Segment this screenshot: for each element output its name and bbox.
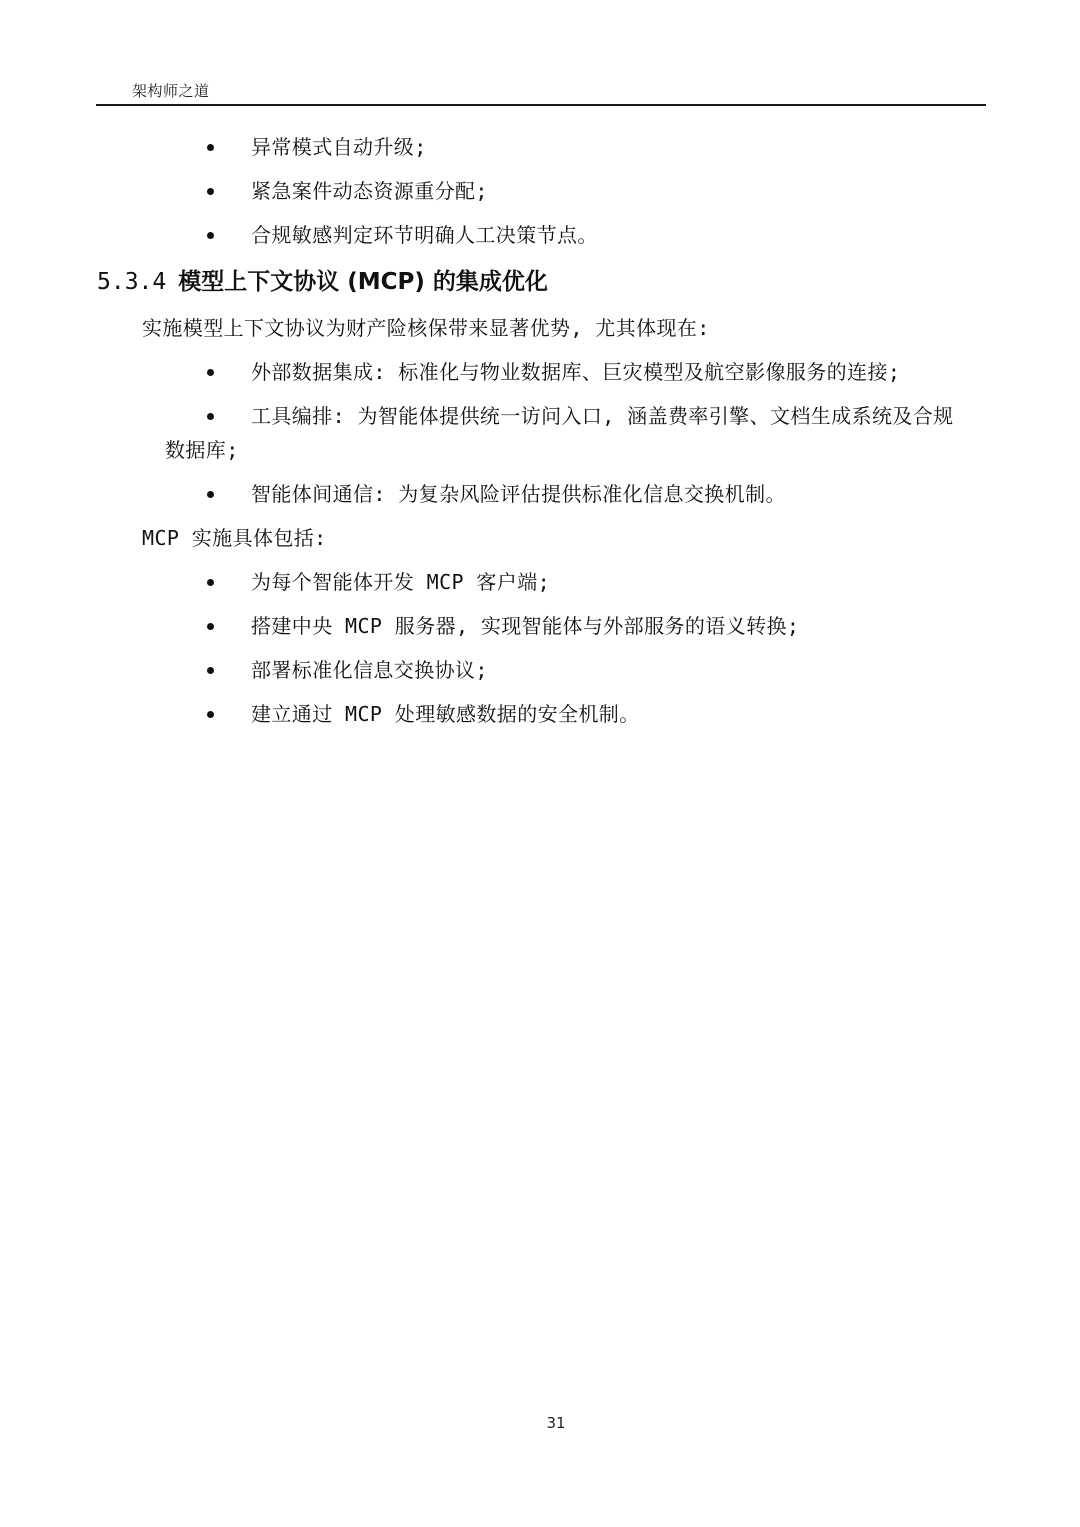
list-item-text: 为每个智能体开发 MCP 客户端; bbox=[251, 570, 551, 594]
list-item bbox=[0, 479, 1080, 509]
list-item-text: 异常模式自动升级; bbox=[251, 135, 427, 159]
list-item-text: 搭建中央 MCP 服务器, 实现智能体与外部服务的语义转换; bbox=[251, 614, 800, 638]
list-item-text: 工具编排: 为智能体提供统一访问入口, 涵盖费率引擎、文档生成系统及合规 bbox=[251, 404, 954, 428]
list-item bbox=[0, 357, 1080, 387]
bullet-icon bbox=[207, 579, 214, 586]
list-item bbox=[0, 699, 1080, 729]
list-item bbox=[0, 176, 1080, 206]
bullet-icon bbox=[207, 413, 214, 420]
bullet-icon bbox=[207, 369, 214, 376]
list-item-text: 合规敏感判定环节明确人工决策节点。 bbox=[251, 223, 598, 247]
page-number: 31 bbox=[546, 1414, 566, 1432]
bullet-icon bbox=[207, 711, 214, 718]
list-item bbox=[0, 220, 1080, 250]
intro-paragraph: 实施模型上下文协议为财产险核保带来显著优势, 尤其体现在: bbox=[142, 316, 710, 340]
bullet-icon bbox=[207, 188, 214, 195]
bullet-icon bbox=[207, 232, 214, 239]
list-item-text: 部署标准化信息交换协议; bbox=[251, 658, 488, 682]
bullet-icon bbox=[207, 491, 214, 498]
list-item-text: 外部数据集成: 标准化与物业数据库、巨灾模型及航空影像服务的连接; bbox=[251, 360, 901, 384]
list-item bbox=[0, 655, 1080, 685]
section-number: 5.3.4 bbox=[97, 269, 167, 295]
list-item bbox=[0, 132, 1080, 162]
list-item-text: 紧急案件动态资源重分配; bbox=[251, 179, 488, 203]
bullet-icon bbox=[207, 667, 214, 674]
section-heading bbox=[97, 264, 548, 300]
list-item bbox=[0, 611, 1080, 641]
list-item-text: 智能体间通信: 为复杂风险评估提供标准化信息交换机制。 bbox=[251, 482, 786, 506]
list-item bbox=[0, 567, 1080, 597]
header-title: 架构师之道 bbox=[132, 82, 210, 100]
list-item bbox=[0, 401, 1080, 431]
bullet-icon bbox=[207, 144, 214, 151]
page-header bbox=[96, 78, 986, 106]
bullet-icon bbox=[207, 623, 214, 630]
list-item-continuation: 数据库; bbox=[165, 438, 239, 462]
list-item-text: 建立通过 MCP 处理敏感数据的安全机制。 bbox=[251, 702, 640, 726]
section-title: 模型上下文协议 (MCP) 的集成优化 bbox=[178, 269, 548, 295]
mcp-paragraph: MCP 实施具体包括: bbox=[142, 526, 327, 550]
